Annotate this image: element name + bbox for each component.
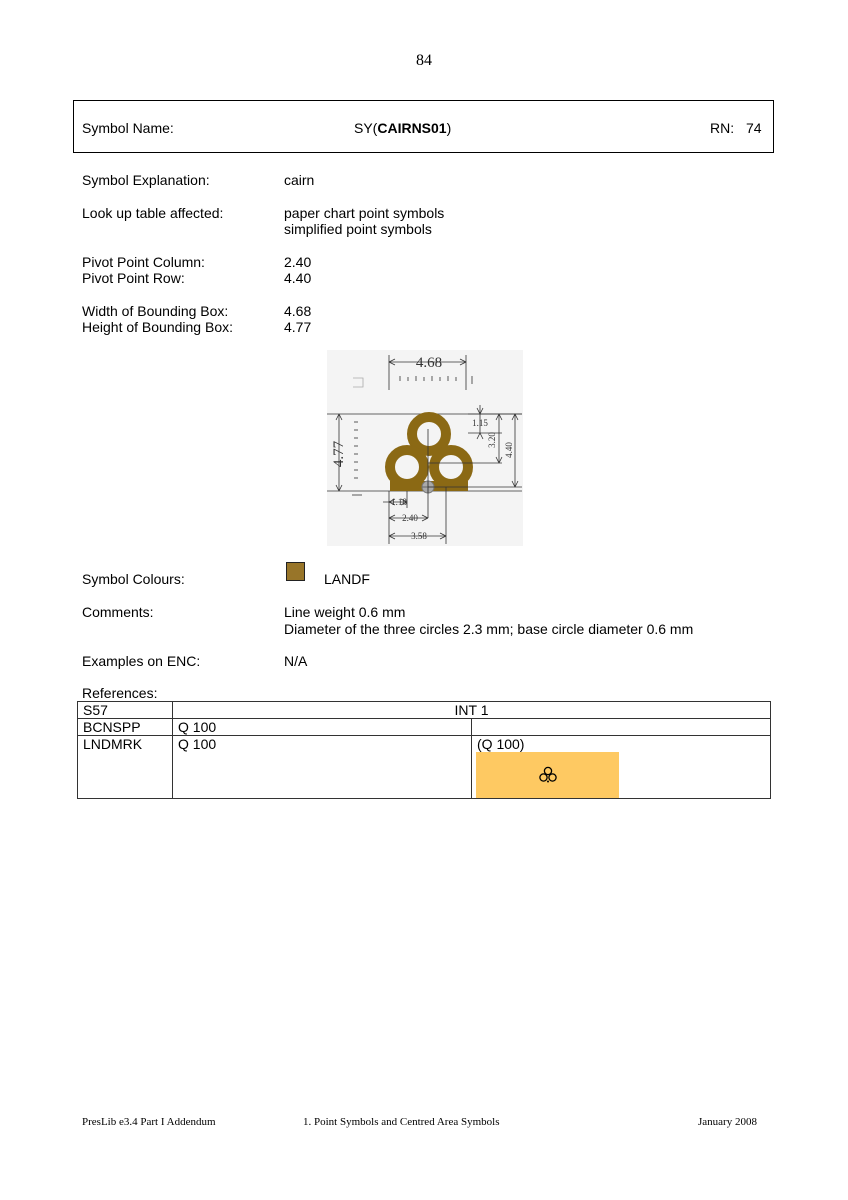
- explanation-label: Symbol Explanation:: [82, 172, 210, 188]
- bbox-height-value: 4.77: [284, 319, 312, 335]
- table-cell-s57-ref: Q 100: [173, 736, 472, 799]
- rn-label: RN:: [710, 120, 735, 136]
- pivot-row-label: Pivot Point Row:: [82, 270, 185, 286]
- examples-label: Examples on ENC:: [82, 653, 201, 669]
- pivot-column-value: 2.40: [284, 254, 312, 270]
- pivot-row-value: 4.40: [284, 270, 312, 286]
- table-cell-int1: [472, 736, 771, 799]
- int1-sample-image: [476, 752, 619, 798]
- page-number: 84: [416, 52, 432, 69]
- references-table: [77, 701, 771, 799]
- rn-value: 74: [746, 120, 762, 136]
- pivot-column-label: Pivot Point Column:: [82, 254, 205, 270]
- symbol-code-name: CAIRNS01: [377, 120, 447, 136]
- dim-right-mid-label: 3.20: [487, 432, 497, 448]
- bbox-width-label: Width of Bounding Box:: [82, 303, 229, 319]
- table-header-s57: S57: [78, 702, 173, 719]
- explanation-value: cairn: [284, 172, 315, 188]
- bbox-height-label: Height of Bounding Box:: [82, 319, 233, 335]
- symbol-dimension-figure: [327, 350, 523, 546]
- lookup-value-1: paper chart point symbols: [284, 205, 445, 221]
- references-label: References:: [82, 685, 158, 701]
- table-cell-code: LNDMRK: [78, 736, 173, 799]
- dim-bottom-2-label: 2.40: [402, 513, 418, 523]
- lookup-label: Look up table affected:: [82, 205, 224, 221]
- table-cell-int1-ref: [472, 719, 771, 736]
- dim-right-full-label: 4.40: [504, 442, 514, 458]
- footer-left: PresLib e3.4 Part I Addendum: [82, 1116, 216, 1128]
- symbol-name-box: [73, 100, 774, 153]
- table-header-int1: INT 1: [173, 702, 771, 719]
- symbol-name-label: Symbol Name:: [82, 120, 174, 136]
- dim-bottom-3-label: 3.58: [411, 531, 427, 541]
- dim-bottom-1-label: 1.18: [391, 497, 407, 507]
- footer-right: January 2008: [698, 1116, 757, 1128]
- table-cell-int1-ref: (Q 100): [477, 736, 525, 752]
- dim-width-label: 4.68: [415, 355, 443, 371]
- cairn-icon: [536, 766, 560, 784]
- colours-label: Symbol Colours:: [82, 571, 185, 587]
- table-cell-s57-ref: Q 100: [173, 719, 472, 736]
- table-row: [78, 736, 771, 799]
- footer-center: 1. Point Symbols and Centred Area Symbols: [303, 1116, 500, 1128]
- dim-height-label: 4.77: [331, 440, 347, 468]
- symbol-code: [354, 120, 451, 136]
- table-header-row: [78, 702, 771, 719]
- table-cell-code: BCNSPP: [78, 719, 173, 736]
- lookup-value-2: simplified point symbols: [284, 221, 432, 237]
- symbol-code-suffix: ): [446, 120, 452, 136]
- comment-line-2: Diameter of the three circles 2.3 mm; base circle diameter 0.6 mm: [284, 621, 694, 637]
- comments-label: Comments:: [82, 604, 154, 620]
- table-row: [78, 719, 771, 736]
- colour-name: LANDF: [324, 571, 370, 587]
- symbol-code-prefix: SY(: [354, 120, 378, 136]
- comment-line-1: Line weight 0.6 mm: [284, 604, 406, 620]
- colour-swatch: [286, 562, 305, 581]
- dim-right-top-label: 1.15: [472, 418, 488, 428]
- bbox-width-value: 4.68: [284, 303, 312, 319]
- examples-value: N/A: [284, 653, 308, 669]
